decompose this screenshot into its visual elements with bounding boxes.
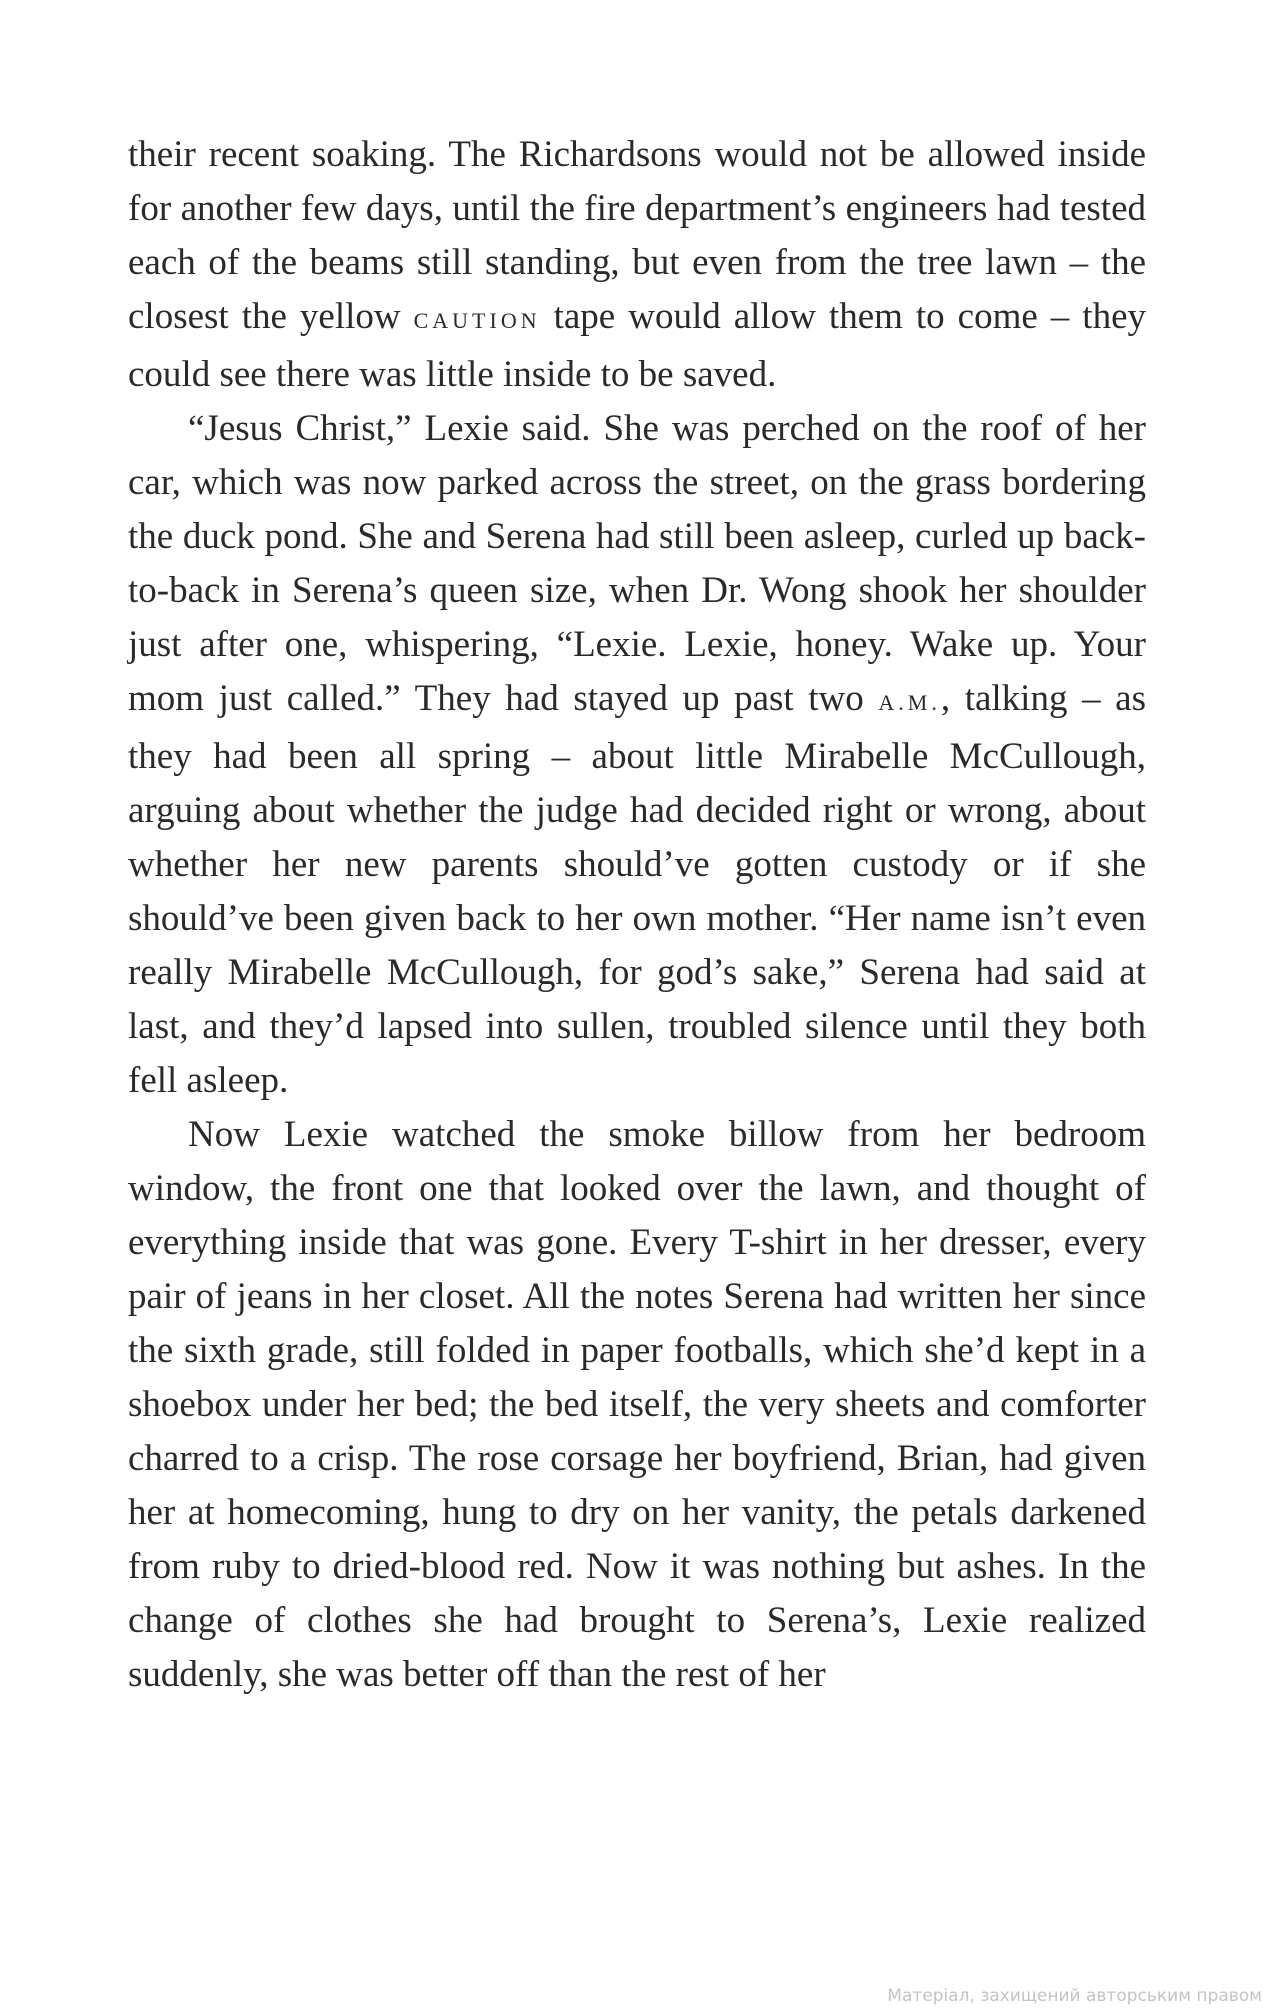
paragraph-2-text-b: , talking – as they had been all spring – about little Mirabelle McCullough, arguing about whether the judge had decided right or wrong, about whether her new parents should’ve gotten custody or if she should’ve been given back to her own mother. “Her name isn’t even really Mirabelle McCullough, for god’s sake,” Serena had said at last, and they’d lapsed into sullen, troubled silence until they both fell asleep. bbox=[128, 678, 1146, 1101]
am-smallcaps: A.M. bbox=[878, 690, 941, 715]
paragraph-1-text-a: their recent soaking. The Richardsons would not be allowed inside for another few days, until the fire department’s engineers had tested each of the beams still standing, but even from the tree lawn – the closest the yellow bbox=[128, 134, 1146, 337]
paragraph-1 bbox=[128, 128, 1146, 402]
caution-smallcaps: CAUTION bbox=[413, 308, 541, 333]
paragraph-2-text-a: “Jesus Christ,” Lexie said. She was perched on the roof of her car, which was now parked across the street, on the grass bordering the duck pond. She and Serena had still been asleep, curled up back-to-back in Serena’s queen size, when Dr. Wong shook her shoulder just after one, whispering, “Lexie. Lexie, honey. Wake up. Your mom just called.” They had stayed up past two bbox=[128, 408, 1146, 719]
book-page-text bbox=[128, 128, 1146, 1702]
paragraph-3-text: Now Lexie watched the smoke billow from her bedroom window, the front one that looked over the lawn, and thought of everything inside that was gone. Every T-shirt in her dresser, every pair of jeans in her closet. All the notes Serena had written her since the sixth grade, still folded in paper footballs, which she’d kept in a shoebox under her bed; the bed itself, the very sheets and comforter charred to a crisp. The rose corsage her boyfriend, Brian, had given her at homecoming, hung to dry on her vanity, the petals darkened from ruby to dried-blood red. Now it was nothing but ashes. In the change of clothes she had brought to Serena’s, Lexie realized suddenly, she was better off than the rest of her bbox=[128, 1114, 1146, 1695]
paragraph-3 bbox=[128, 1108, 1146, 1702]
paragraph-1-text-b: tape would allow them to come – they could see there was little inside to be saved. bbox=[128, 296, 1147, 395]
paragraph-2 bbox=[128, 402, 1146, 1108]
copyright-watermark: Матеріал, захищений авторським правом bbox=[887, 1986, 1262, 2006]
